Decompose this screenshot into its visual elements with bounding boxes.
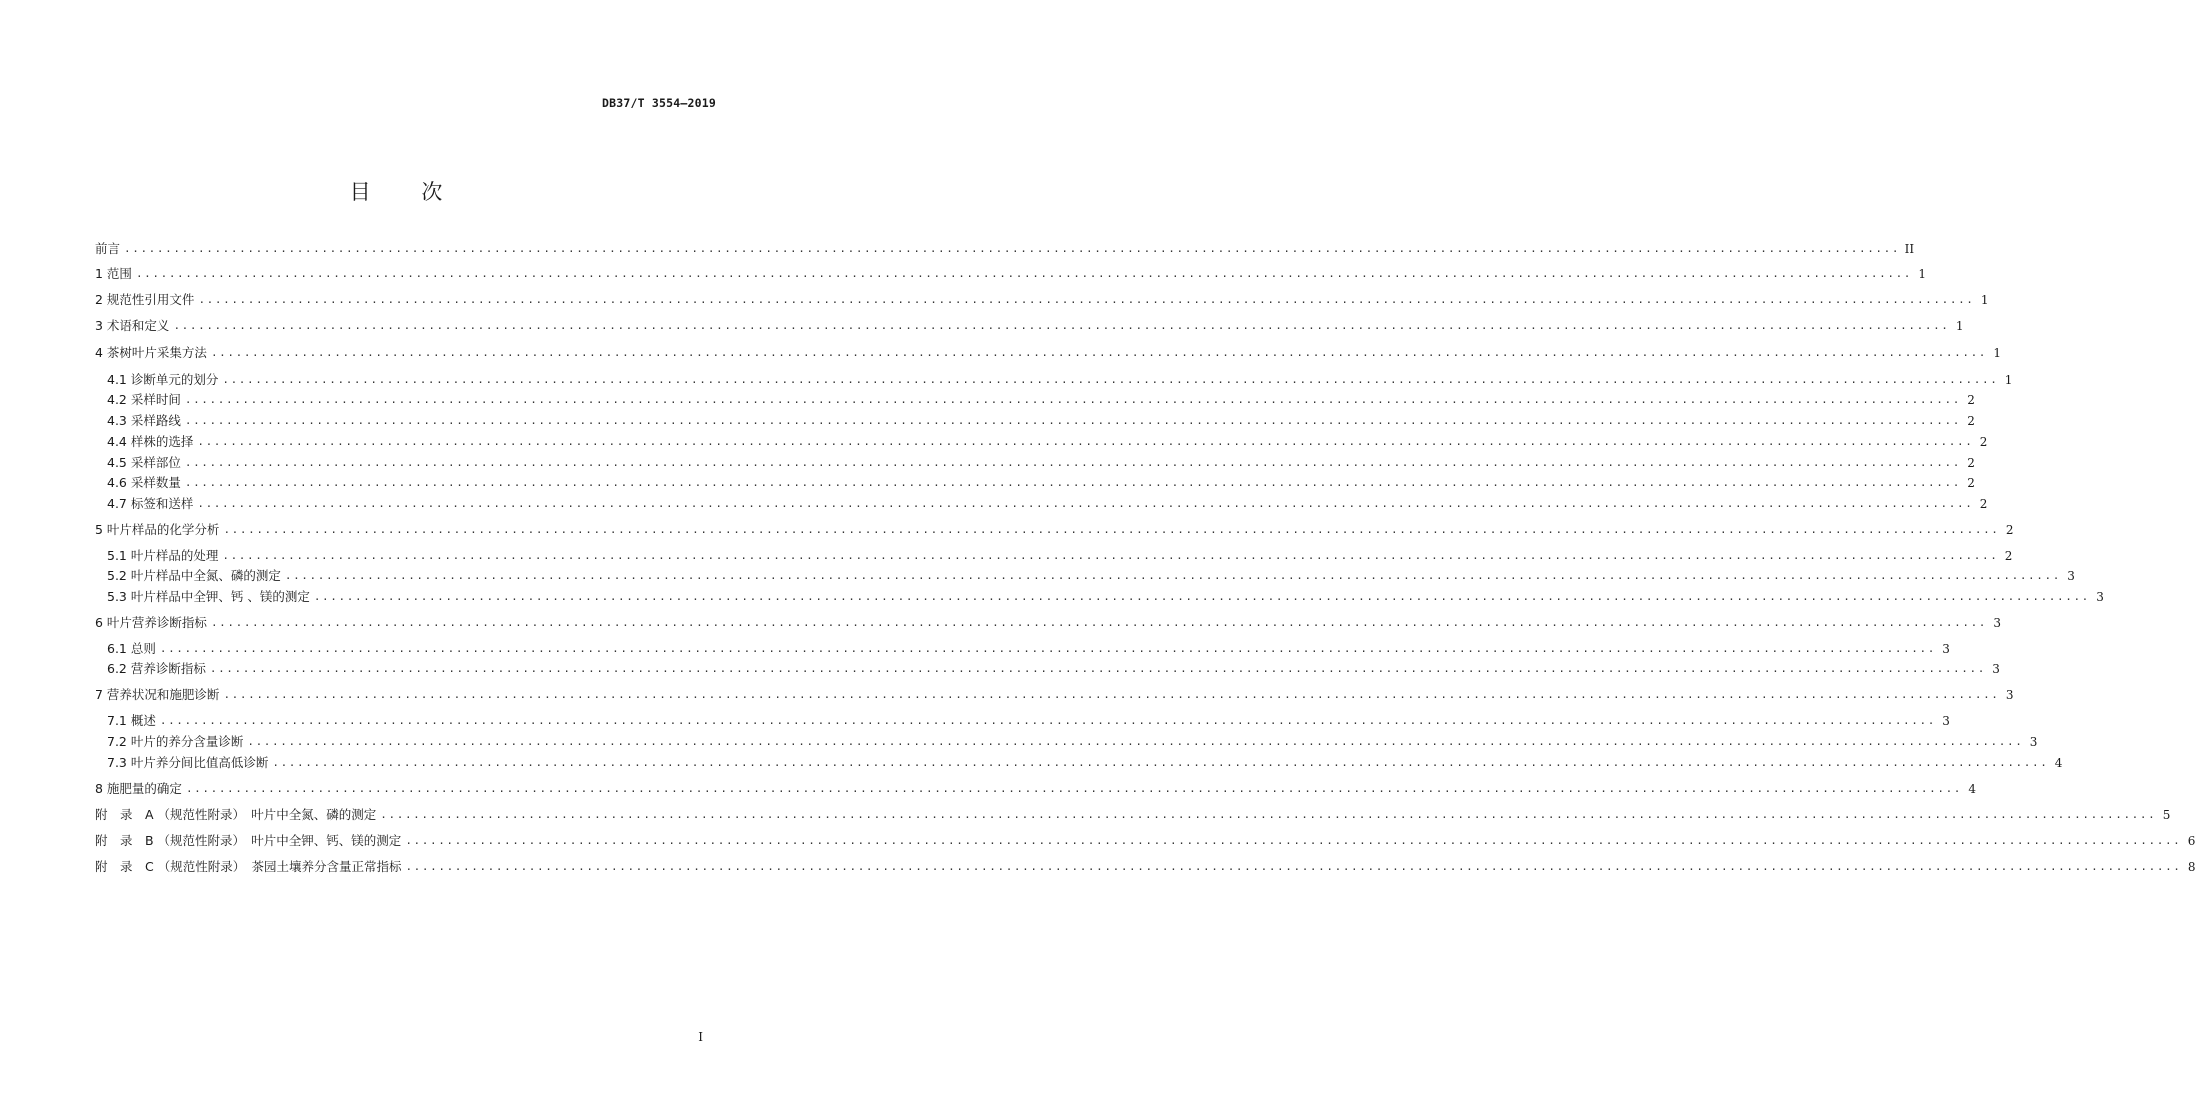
toc-dot-leader: ........................................................................................................................................................................................................................ (173, 319, 1950, 332)
toc-entry-label: 4 茶树叶片采集方法 (95, 345, 207, 360)
toc-entry-label: 4.5 采样部位 (107, 455, 181, 470)
toc-entry-page: 4 (1968, 782, 1977, 796)
toc-entry-label: 4.1 诊断单元的划分 (107, 372, 219, 387)
page-title (0, 176, 792, 206)
toc-dot-leader: ........................................................................................................................................................................................................................ (405, 834, 2182, 847)
toc-entry-label: 附 录 B （规范性附录） 叶片中全钾、钙、镁的测定 (95, 833, 402, 848)
toc-dot-leader: ........................................................................................................................................................................................................................ (197, 435, 1974, 448)
toc-entry[interactable] (95, 343, 2002, 361)
toc-dot-leader: ........................................................................................................................................................................................................................ (198, 293, 1975, 306)
toc-entry-label: 8 施肥量的确定 (95, 781, 182, 796)
toc-dot-leader: ........................................................................................................................................................................................................................ (184, 456, 1961, 469)
toc-entry-page: 2 (1979, 497, 1988, 511)
toc-entry[interactable] (107, 659, 2000, 677)
toc-entry-page: 2 (2005, 523, 2014, 537)
toc-entry-page: 6 (2187, 834, 2196, 848)
toc-entry-page: 3 (1942, 642, 1950, 656)
toc-entry-page: 4 (2054, 756, 2063, 770)
toc-entry-page: 2 (1967, 476, 1975, 490)
toc-entry[interactable] (107, 546, 2013, 564)
toc-entry-label: 5 叶片样品的化学分析 (95, 522, 220, 537)
toc-dot-leader: ........................................................................................................................................................................................................................ (184, 476, 1961, 489)
toc-entry-label: 4.6 采样数量 (107, 475, 181, 490)
toc-entry-label: 5.3 叶片样品中全钾、钙 、镁的测定 (107, 589, 310, 604)
toc-entry-page: 3 (2096, 590, 2104, 604)
toc-entry[interactable] (107, 753, 2063, 771)
toc-dot-leader: ........................................................................................................................................................................................................................ (209, 662, 1986, 675)
toc-entry[interactable] (107, 453, 1975, 471)
toc-entry[interactable] (107, 473, 1975, 491)
toc-entry-label: 4.7 标签和送样 (107, 496, 194, 511)
toc-entry-page: 5 (2162, 808, 2171, 822)
toc-entry-page: 2 (1967, 456, 1975, 470)
title-char-left: 目 (349, 180, 371, 204)
toc-dot-leader: ........................................................................................................................................................................................................................ (124, 242, 1901, 255)
toc-dot-leader: ........................................................................................................................................................................................................................ (405, 860, 2182, 873)
toc-entry[interactable] (107, 732, 2038, 750)
toc-entry-label: 7.2 叶片的养分含量诊断 (107, 734, 244, 749)
toc-entry-label: 3 术语和定义 (95, 318, 170, 333)
toc-entry-page: 2 (1967, 414, 1975, 428)
toc-dot-leader: ........................................................................................................................................................................................................................ (380, 808, 2157, 821)
toc-entry[interactable] (95, 685, 2014, 703)
toc-entry-page: 1 (1980, 293, 1989, 307)
toc-dot-leader: ........................................................................................................................................................................................................................ (223, 688, 2000, 701)
toc-entry-page: 8 (2187, 860, 2196, 874)
toc-entry-page: 3 (2067, 569, 2075, 583)
toc-dot-leader: ........................................................................................................................................................................................................................ (222, 373, 1999, 386)
toc-dot-leader: ........................................................................................................................................................................................................................ (197, 497, 1974, 510)
toc-entry-label: 6.1 总则 (107, 641, 156, 656)
toc-dot-leader: ........................................................................................................................................................................................................................ (184, 393, 1961, 406)
toc-entry-label: 6 叶片营养诊断指标 (95, 615, 207, 630)
toc-entry-page: 3 (1993, 616, 2002, 630)
toc-entry-page: 3 (2005, 688, 2014, 702)
toc-entry[interactable] (107, 390, 1975, 408)
toc-entry[interactable] (107, 411, 1975, 429)
toc-entry-label: 5.2 叶片样品中全氮、磷的测定 (107, 568, 281, 583)
toc-entry[interactable] (107, 587, 2104, 605)
toc-entry-page: 3 (1992, 662, 2000, 676)
toc-entry[interactable] (107, 370, 2013, 388)
toc-dot-leader: ........................................................................................................................................................................................................................ (272, 756, 2049, 769)
toc-dot-leader: ........................................................................................................................................................................................................................ (210, 346, 1988, 359)
toc-entry[interactable] (95, 805, 2171, 823)
toc-entry-label: 2 规范性引用文件 (95, 292, 195, 307)
document-number: DB37/T 3554—2019 (602, 96, 716, 110)
toc-entry-label: 7 营养状况和施肥诊断 (95, 687, 220, 702)
toc-dot-leader: ........................................................................................................................................................................................................................ (223, 523, 2000, 536)
toc-dot-leader: ........................................................................................................................................................................................................................ (159, 714, 1936, 727)
toc-entry[interactable] (95, 316, 1964, 334)
toc-dot-leader: ........................................................................................................................................................................................................................ (185, 782, 1963, 795)
toc-entry-page: 1 (1955, 319, 1964, 333)
toc-entry-page: 1 (1993, 346, 2002, 360)
toc-entry-label: 1 范围 (95, 266, 132, 281)
toc-entry-label: 4.2 采样时间 (107, 392, 181, 407)
toc-entry[interactable] (95, 264, 1927, 282)
toc-entry[interactable] (95, 779, 1977, 797)
toc-dot-leader: ........................................................................................................................................................................................................................ (222, 549, 1999, 562)
title-char-right: 次 (421, 180, 443, 204)
toc-entry[interactable] (95, 613, 2002, 631)
toc-entry[interactable] (95, 239, 1915, 257)
toc-entry-label: 附 录 A （规范性附录） 叶片中全氮、磷的测定 (95, 807, 377, 822)
toc-dot-leader: ........................................................................................................................................................................................................................ (135, 267, 1913, 280)
toc-entry-label: 7.1 概述 (107, 713, 156, 728)
toc-entry[interactable] (107, 639, 1950, 657)
toc-dot-leader: ........................................................................................................................................................................................................................ (313, 590, 2090, 603)
toc-entry[interactable] (95, 831, 2196, 849)
toc-entry[interactable] (107, 711, 1950, 729)
toc-entry-label: 4.4 样株的选择 (107, 434, 194, 449)
toc-entry[interactable] (95, 857, 2196, 875)
toc-entry-page: 2 (2004, 549, 2013, 563)
toc-entry-page: 2 (1979, 435, 1988, 449)
toc-entry-page: II (1904, 242, 1915, 256)
toc-entry-label: 4.3 采样路线 (107, 413, 181, 428)
toc-entry[interactable] (107, 432, 1988, 450)
toc-dot-leader: ........................................................................................................................................................................................................................ (184, 414, 1961, 427)
toc-entry-page: 1 (2004, 373, 2013, 387)
toc-entry-label: 7.3 叶片养分间比值高低诊断 (107, 755, 269, 770)
toc-entry-page: 3 (2029, 735, 2038, 749)
toc-entry[interactable] (95, 520, 2014, 538)
toc-entry-label: 前言 (95, 241, 121, 256)
toc-dot-leader: ........................................................................................................................................................................................................................ (159, 642, 1936, 655)
toc-entry-label: 6.2 营养诊断指标 (107, 661, 206, 676)
toc-dot-leader: ........................................................................................................................................................................................................................ (210, 616, 1988, 629)
toc-dot-leader: ........................................................................................................................................................................................................................ (284, 569, 2061, 582)
toc-entry-page: 2 (1967, 393, 1975, 407)
toc-dot-leader: ........................................................................................................................................................................................................................ (247, 735, 2024, 748)
toc-entry-label: 5.1 叶片样品的处理 (107, 548, 219, 563)
toc-entry-label: 附 录 C （规范性附录） 茶园土壤养分含量正常指标 (95, 859, 402, 874)
toc-entry[interactable] (107, 494, 1988, 512)
toc-entry-page: 1 (1918, 267, 1927, 281)
toc-entry-page: 3 (1942, 714, 1950, 728)
toc-entry[interactable] (107, 566, 2075, 584)
page-number: I (698, 1030, 703, 1044)
toc-entry[interactable] (95, 290, 1989, 308)
